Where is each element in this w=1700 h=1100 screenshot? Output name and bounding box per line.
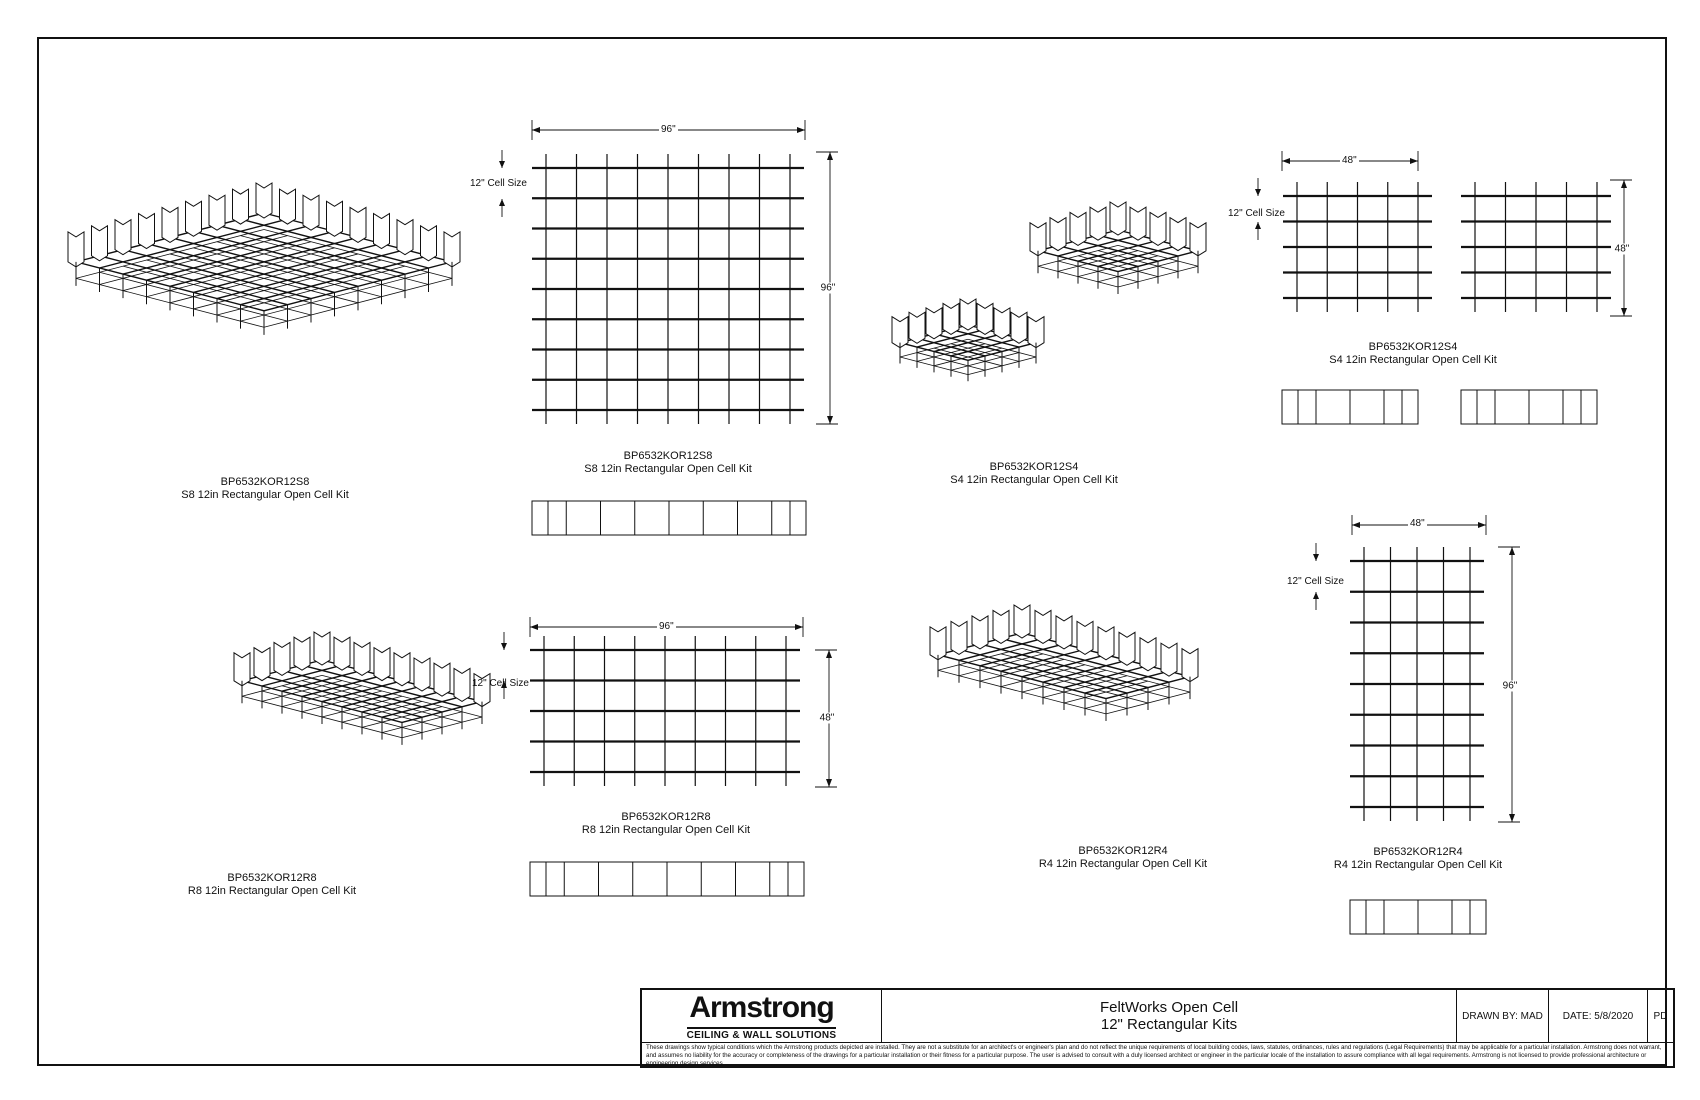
r4-plan-grid xyxy=(1350,547,1484,821)
drawing-date: DATE: 5/8/2020 xyxy=(1562,1010,1634,1022)
s8-iso-model: BP6532KOR12S8 xyxy=(220,476,310,488)
armstrong-logo: Armstrong xyxy=(689,991,834,1024)
r4-iso-caption xyxy=(1039,845,1207,871)
s8-plan-desc: S8 12in Rectangular Open Cell Kit xyxy=(584,463,752,475)
r8-plan-desc: R8 12in Rectangular Open Cell Kit xyxy=(581,824,751,836)
iso-fin xyxy=(274,642,290,675)
iso-fin xyxy=(926,308,942,339)
s4-plan-model: BP6532KOR12S4 xyxy=(1368,341,1458,353)
s4-isometric-view-large xyxy=(1030,202,1206,294)
r8-width-dim: 96" xyxy=(659,621,674,632)
iso-fin xyxy=(374,648,390,681)
s4-iso-desc: S4 12in Rectangular Open Cell Kit xyxy=(950,474,1118,486)
iso-fin xyxy=(434,663,450,696)
title-block xyxy=(640,988,1675,1068)
iso-fin xyxy=(1035,610,1051,643)
s4-plan-grid-left xyxy=(1283,182,1432,312)
s8-iso-desc: S8 12in Rectangular Open Cell Kit xyxy=(181,489,349,501)
logo-cell xyxy=(642,990,882,1042)
iso-fin xyxy=(1170,218,1186,251)
iso-fin xyxy=(92,226,108,261)
s4-iso-model: BP6532KOR12S4 xyxy=(989,461,1079,473)
iso-fin xyxy=(977,303,993,334)
drawing-code: PD xyxy=(1653,1010,1668,1022)
iso-fin xyxy=(233,189,249,224)
r8-height-dim: 48" xyxy=(819,712,835,724)
s4-width-dim: 48" xyxy=(1342,155,1357,166)
r8-plan-caption xyxy=(582,811,750,837)
s4-plan-caption xyxy=(1329,341,1497,367)
iso-fin xyxy=(354,642,370,675)
iso-fin xyxy=(1077,621,1093,654)
iso-fin xyxy=(993,610,1009,643)
disclaimer-text: These drawings show typical conditions which the Armstrong products depicted are installed. They are not a substitute for an architect's or engineer's plan and do not reflect the unique requirements of local building codes, laws, statutes, ordinances, rules and regulations (Legal Requirements) that may be applicable for a particular installation. Armstrong does not warrant, and assumes no liability for the accuracy or completeness of the drawings for a particular installation or their fitness for a particular purpose. The user is advised to consult with a duly licensed architect or engineer in the particular locale of the installation to assure compliance with all legal requirements. Armstrong is not licensed to provide professional architecture or engineering design services. xyxy=(642,1042,1673,1068)
iso-fin xyxy=(162,207,178,242)
iso-fin xyxy=(951,621,967,654)
iso-fin xyxy=(960,299,976,330)
iso-fin xyxy=(186,201,202,236)
iso-fin xyxy=(1056,616,1072,649)
s8-plan-model: BP6532KOR12S8 xyxy=(623,450,713,462)
s4-plan-desc: S4 12in Rectangular Open Cell Kit xyxy=(1329,354,1497,366)
s8-height-dim: 96" xyxy=(820,282,836,294)
iso-fin xyxy=(327,201,343,236)
date-cell xyxy=(1549,990,1648,1042)
r8-isometric-view xyxy=(234,632,490,745)
r4-iso-desc: R4 12in Rectangular Open Cell Kit xyxy=(1038,858,1208,870)
s8-width-dim: 96" xyxy=(661,124,676,135)
iso-fin xyxy=(397,220,413,255)
r4-height-dim: 96" xyxy=(1502,680,1518,692)
r4-isometric-view xyxy=(930,605,1198,721)
iso-fin xyxy=(139,214,155,249)
r4-iso-model: BP6532KOR12R4 xyxy=(1078,845,1168,857)
iso-fin xyxy=(280,189,296,224)
iso-fin xyxy=(943,303,959,334)
s8-isometric-view xyxy=(68,183,460,335)
title-line-1: FeltWorks Open Cell xyxy=(1099,999,1239,1016)
iso-fin xyxy=(303,195,319,230)
iso-fin xyxy=(1130,207,1146,240)
iso-fin xyxy=(1140,638,1156,671)
r8-plan-grid xyxy=(530,636,800,786)
iso-fin xyxy=(1011,312,1027,343)
s4-isometric-view-small xyxy=(892,299,1044,381)
iso-fin xyxy=(254,648,270,681)
iso-fin xyxy=(1110,202,1126,235)
r4-width-dim: 48" xyxy=(1410,518,1425,529)
r8-iso-model: BP6532KOR12R8 xyxy=(227,872,317,884)
iso-fin xyxy=(1050,218,1066,251)
iso-fin xyxy=(994,308,1010,339)
r8-plan-model: BP6532KOR12R8 xyxy=(621,811,711,823)
s4-cell-size: 12" Cell Size xyxy=(1228,208,1285,219)
iso-fin xyxy=(909,312,925,343)
iso-fin xyxy=(334,637,350,670)
iso-fin xyxy=(68,232,84,267)
s4-height-dim: 48" xyxy=(1614,243,1630,255)
iso-fin xyxy=(1119,632,1135,665)
s8-cell-size: 12" Cell Size xyxy=(470,178,527,189)
iso-fin xyxy=(374,214,390,249)
r4-plan-desc: R4 12in Rectangular Open Cell Kit xyxy=(1333,859,1503,871)
title-line-2: 12" Rectangular Kits xyxy=(1100,1016,1238,1033)
iso-fin xyxy=(209,195,225,230)
iso-fin xyxy=(1161,643,1177,676)
iso-fin xyxy=(1070,212,1086,245)
iso-fin xyxy=(421,226,437,261)
drawn-by-cell xyxy=(1457,990,1549,1042)
r8-iso-desc: R8 12in Rectangular Open Cell Kit xyxy=(187,885,357,897)
r4-cell-size: 12" Cell Size xyxy=(1287,576,1344,587)
iso-fin xyxy=(350,207,366,242)
iso-fin xyxy=(972,616,988,649)
r4-plan-model: BP6532KOR12R4 xyxy=(1373,846,1463,858)
s8-plan-caption xyxy=(584,450,752,476)
s8-plan-grid xyxy=(532,154,804,424)
iso-fin xyxy=(314,632,330,665)
r8-cell-size: 12" Cell Size xyxy=(472,678,529,689)
logo-tagline: CEILING & WALL SOLUTIONS xyxy=(687,1027,837,1041)
r8-iso-caption xyxy=(188,872,356,898)
drawn-by: DRAWN BY: MAD xyxy=(1462,1010,1543,1022)
iso-fin xyxy=(1150,212,1166,245)
iso-fin xyxy=(294,637,310,670)
iso-fin xyxy=(1090,207,1106,240)
s4-iso-caption xyxy=(950,461,1118,487)
iso-fin xyxy=(256,183,272,218)
iso-fin xyxy=(115,220,131,255)
title-cell xyxy=(882,990,1457,1042)
iso-fin xyxy=(1098,627,1114,660)
s8-iso-caption xyxy=(181,476,349,502)
r4-plan-caption xyxy=(1334,846,1502,872)
iso-fin xyxy=(1014,605,1030,638)
iso-fin xyxy=(394,653,410,686)
iso-fin xyxy=(454,668,470,701)
s4-plan-grid-right xyxy=(1461,182,1611,312)
code-cell xyxy=(1648,990,1673,1042)
iso-fin xyxy=(444,232,460,267)
iso-fin xyxy=(414,658,430,691)
